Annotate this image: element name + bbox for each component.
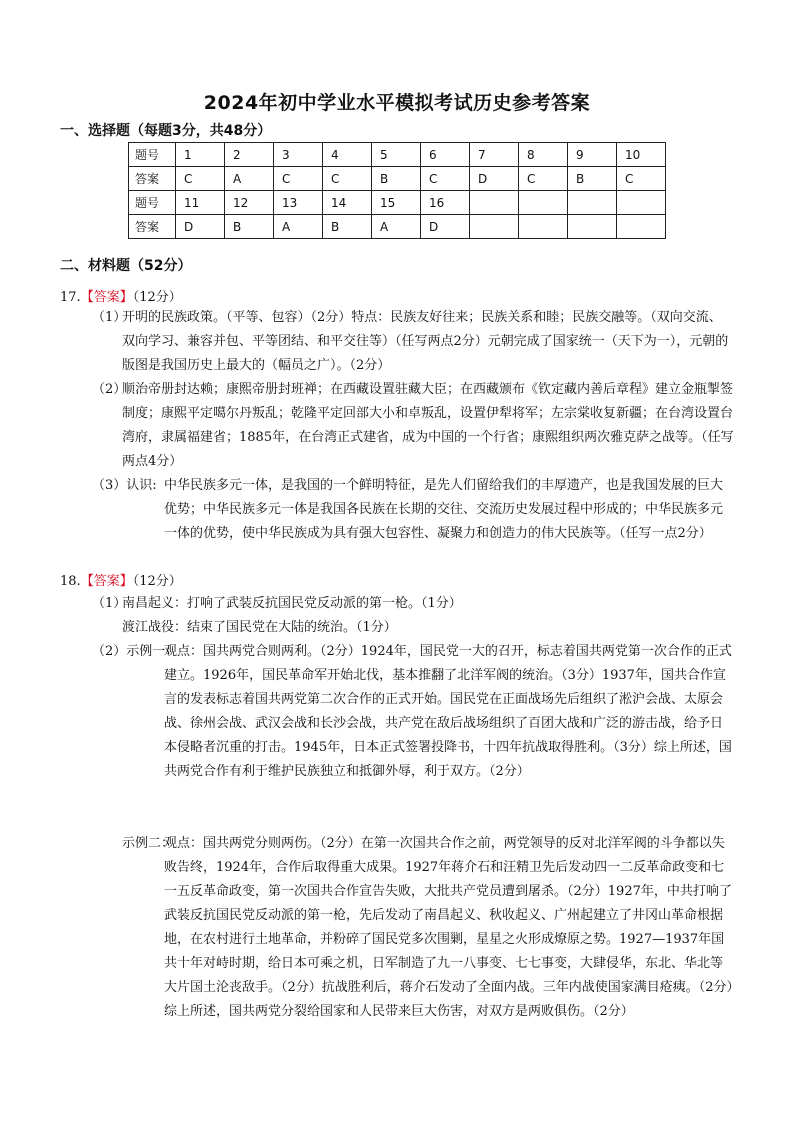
table-cell <box>617 215 666 239</box>
table-cell: D <box>470 167 519 191</box>
q18-part2 <box>92 640 734 784</box>
answer-table <box>128 142 666 239</box>
part-label: （2）示例一： <box>92 644 179 659</box>
table-cell: D <box>421 215 470 239</box>
table-cell: 题号 <box>129 143 176 167</box>
table-cell: 12 <box>225 191 274 215</box>
table-cell: 4 <box>323 143 372 167</box>
table-cell <box>519 215 568 239</box>
table-cell: C <box>617 167 666 191</box>
part-text: 南昌起义：打响了武装反抗国民党反动派的第一枪。（1分） <box>122 596 462 611</box>
table-row <box>129 215 666 239</box>
table-cell: 1 <box>176 143 225 167</box>
table-cell: 14 <box>323 191 372 215</box>
table-cell: B <box>372 167 421 191</box>
table-cell: 答案 <box>129 215 176 239</box>
table-cell <box>568 215 617 239</box>
table-cell: A <box>274 215 323 239</box>
table-cell: 答案 <box>129 167 176 191</box>
table-cell: 2 <box>225 143 274 167</box>
table-cell: 10 <box>617 143 666 167</box>
q17-part2 <box>92 378 734 474</box>
table-cell: D <box>176 215 225 239</box>
table-cell: 题号 <box>129 191 176 215</box>
answer-tag: 【答案】 <box>80 290 133 305</box>
table-cell <box>617 191 666 215</box>
q18-part1 <box>92 592 734 640</box>
table-cell: 9 <box>568 143 617 167</box>
table-cell: B <box>225 215 274 239</box>
answer-tag: 【答案】 <box>80 574 133 589</box>
part-text: 渡江战役：结束了国民党在大陆的统治。（1分） <box>122 620 397 635</box>
table-cell: C <box>274 167 323 191</box>
table-cell <box>568 191 617 215</box>
question-number: 18. <box>60 574 81 589</box>
table-cell: B <box>323 215 372 239</box>
page-title: 2024年初中学业水平模拟考试历史参考答案 <box>203 92 591 114</box>
part-text: 顺治帝册封达赖；康熙帝册封班禅；在西藏设置驻藏大臣；在西藏颁布《钦定藏内善后章程》建立金瓶掣签制度；康熙平定噶尔丹叛乱；乾隆平定回部大小和卓叛乱，设置伊犁将军；左宗棠收复新疆；在台湾设置台湾府，隶属福建省；1885年，在台湾正式建省，成为中国的一个行省；康熙组织两次雅克萨之战等。（任写两点4分） <box>122 382 734 469</box>
score: （12分） <box>132 290 182 305</box>
part-text: 观点：国共两党分则两伤。（2分）在第一次国共合作之前，两党领导的反对北洋军阀的斗争都以失败告终，1924年，合作后取得重大成果。1927年蒋介石和汪精卫先后发动四一二反革命政变和七一五反革命政变，第一次国共合作宣告失败，大批共产党员遭到屠杀。（2分）1927年，中共打响了武装反抗国民党反动派的第一枪，先后发动了南昌起义、秋收起义、广州起建立了井冈山革命根据地，在农村进行土地革命，并粉碎了国民党多次围剿，星星之火形成燎原之势。1927—1937年国共十年对峙时期，给日本可乘之机，日军制造了九一八事变、七七事变，大肆侵华，东北、华北等大片国土沦丧敌手。（2分）抗战胜利后，蒋介石发动了全面内战。三年内战使国家满目疮痍。（2分）综上所述，国共两党分裂给国家和人民带来巨大伤害，对双方是两败俱伤。（2分） <box>164 836 734 1019</box>
q17-part1 <box>92 306 734 378</box>
question-number: 17. <box>60 290 81 305</box>
section-material: 二、材料题（52分） <box>60 258 192 274</box>
table-cell: C <box>323 167 372 191</box>
part-text: 开明的民族政策。（平等、包容）（2分）特点：民族友好往来；民族关系和睦；民族交融等。（双向交流、双向学习、兼容并包、平等团结、和平交往等）（任写两点2分）元朝完成了国家统一（天下为一），元朝的版图是我国历史上最大的（幅员之广）。（2分） <box>122 310 729 373</box>
table-cell: 11 <box>176 191 225 215</box>
q18-part3 <box>122 832 734 1024</box>
table-cell: 3 <box>274 143 323 167</box>
table-cell: 6 <box>421 143 470 167</box>
question-18-header <box>60 570 182 589</box>
table-cell: C <box>519 167 568 191</box>
part-label: （2） <box>92 382 127 397</box>
table-row <box>129 191 666 215</box>
score: （12分） <box>132 574 182 589</box>
table-cell: 15 <box>372 191 421 215</box>
table-cell: 7 <box>470 143 519 167</box>
table-cell <box>519 191 568 215</box>
table-cell: 16 <box>421 191 470 215</box>
table-cell: C <box>421 167 470 191</box>
table-cell: 13 <box>274 191 323 215</box>
question-17-header <box>60 286 182 305</box>
section-multiple-choice: 一、选择题（每题3分，共48分） <box>60 123 272 139</box>
part-label: （1） <box>92 310 127 325</box>
table-cell <box>470 191 519 215</box>
q17-part3 <box>92 474 734 546</box>
part-label: （3）认识: <box>92 478 157 493</box>
table-cell: 8 <box>519 143 568 167</box>
table-row <box>129 143 666 167</box>
part-label: （1） <box>92 596 127 611</box>
table-cell: C <box>176 167 225 191</box>
table-cell: A <box>225 167 274 191</box>
part-text: 中华民族多元一体，是我国的一个鲜明特征，是先人们留给我们的丰厚遗产，也是我国发展的巨大优势；中华民族多元一体是我国各民族在长期的交往、交流历史发展过程中形成的；中华民族多元一体的优势，使中华民族成为具有强大包容性、凝聚力和创造力的伟大民族等。（任写一点2分） <box>164 478 724 541</box>
table-cell: A <box>372 215 421 239</box>
part-label: 示例二： <box>122 836 175 851</box>
table-row <box>129 167 666 191</box>
table-cell: B <box>568 167 617 191</box>
table-cell: 5 <box>372 143 421 167</box>
table-cell <box>470 215 519 239</box>
part-text: 观点：国共两党合则两利。（2分）1924年，国民党一大的召开，标志着国共两党第一次合作的正式建立。1926年，国民革命军开始北伐，基本推翻了北洋军阀的统治。（3分）1937年，国共合作宣言的发表标志着国共两党第二次合作的正式开始。国民党在正面战场先后组织了淞沪会战、太原会战、徐州会战、武汉会战和长沙会战，共产党在敌后战场组织了百团大战和广泛的游击战，给予日本侵略者沉重的打击。1945年，日本正式签署投降书，十四年抗战取得胜利。（3分）综上所述，国共两党合作有利于维护民族独立和抵御外辱，利于双方。（2分） <box>164 644 732 779</box>
